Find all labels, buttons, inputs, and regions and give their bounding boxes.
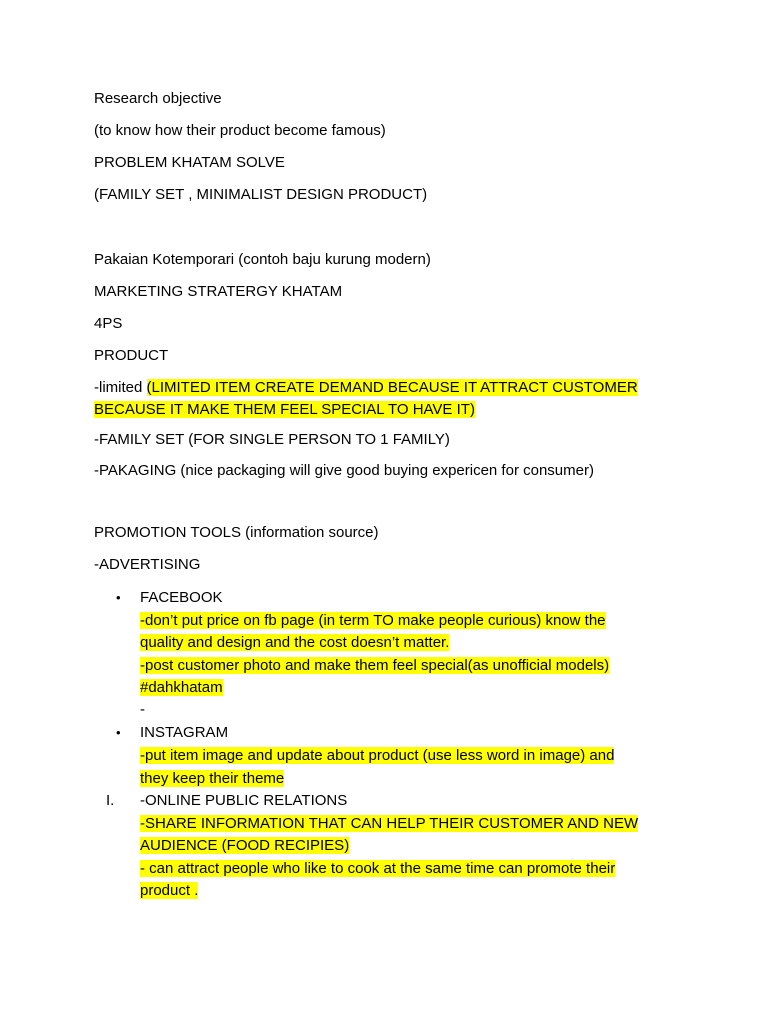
instagram-bullet: • — [116, 725, 121, 740]
online-pr-point-1b — [140, 835, 349, 856]
limited-line-2 — [94, 399, 475, 420]
family-set-line: -FAMILY SET (FOR SINGLE PERSON TO 1 FAMILY) — [94, 431, 450, 448]
online-pr-highlight-4: product . — [140, 882, 199, 899]
product-heading: PRODUCT — [94, 347, 169, 364]
facebook-dash: - — [140, 701, 145, 718]
pakaian-line: Pakaian Kotemporari (contoh baju kurung modern) — [94, 251, 431, 268]
instagram-highlight-2: they keep their theme — [140, 770, 285, 787]
problem-heading: PROBLEM KHATAM SOLVE — [94, 154, 285, 171]
facebook-highlight-3: -post customer photo and make them feel special(as unofficial models) — [140, 657, 610, 674]
facebook-highlight-4: #dahkhatam — [140, 679, 223, 696]
facebook-title: FACEBOOK — [140, 589, 223, 606]
pakaging-line: -PAKAGING (nice packaging will give good buying expericen for consumer) — [94, 462, 594, 479]
problem-text: (FAMILY SET , MINIMALIST DESIGN PRODUCT) — [94, 186, 428, 203]
instagram-highlight-1: -put item image and update about product (use less word in image) and — [140, 747, 615, 764]
online-pr-title: -ONLINE PUBLIC RELATIONS — [140, 792, 348, 809]
online-pr-highlight-2: AUDIENCE (FOOD RECIPIES) — [140, 837, 350, 854]
facebook-point-2a — [140, 655, 609, 676]
limited-highlight-1: (LIMITED ITEM CREATE DEMAND BECAUSE IT ATTRACT CUSTOMER — [146, 379, 638, 396]
online-pr-numeral: I. — [106, 792, 115, 809]
marketing-heading: MARKETING STRATERGY KHATAM — [94, 283, 343, 300]
online-pr-point-2a — [140, 858, 615, 879]
limited-line — [94, 377, 638, 398]
research-objective-text: (to know how their product become famous) — [94, 122, 386, 139]
online-pr-highlight-1: -SHARE INFORMATION THAT CAN HELP THEIR CUSTOMER AND NEW — [140, 815, 639, 832]
facebook-bullet: • — [116, 590, 121, 605]
instagram-title: INSTAGRAM — [140, 724, 229, 741]
facebook-point-2b — [140, 677, 223, 698]
facebook-point-1b — [140, 632, 449, 653]
promotion-tools-heading: PROMOTION TOOLS (information source) — [94, 524, 379, 541]
online-pr-point-1a — [140, 813, 638, 834]
advertising-line: -ADVERTISING — [94, 556, 201, 573]
limited-prefix: -limited — [94, 379, 147, 396]
fourps-line: 4PS — [94, 315, 123, 332]
facebook-highlight-1: -don’t put price on fb page (in term TO make people curious) know the — [140, 612, 606, 629]
online-pr-highlight-3: - can attract people who like to cook at the same time can promote their — [140, 860, 616, 877]
research-objective-heading: Research objective — [94, 90, 222, 107]
facebook-point-1a — [140, 610, 606, 631]
instagram-point-1b — [140, 768, 284, 789]
online-pr-point-2b — [140, 880, 198, 901]
facebook-highlight-2: quality and design and the cost doesn’t matter. — [140, 634, 450, 651]
instagram-point-1a — [140, 745, 614, 766]
limited-highlight-2: BECAUSE IT MAKE THEM FEEL SPECIAL TO HAVE IT) — [94, 401, 475, 418]
